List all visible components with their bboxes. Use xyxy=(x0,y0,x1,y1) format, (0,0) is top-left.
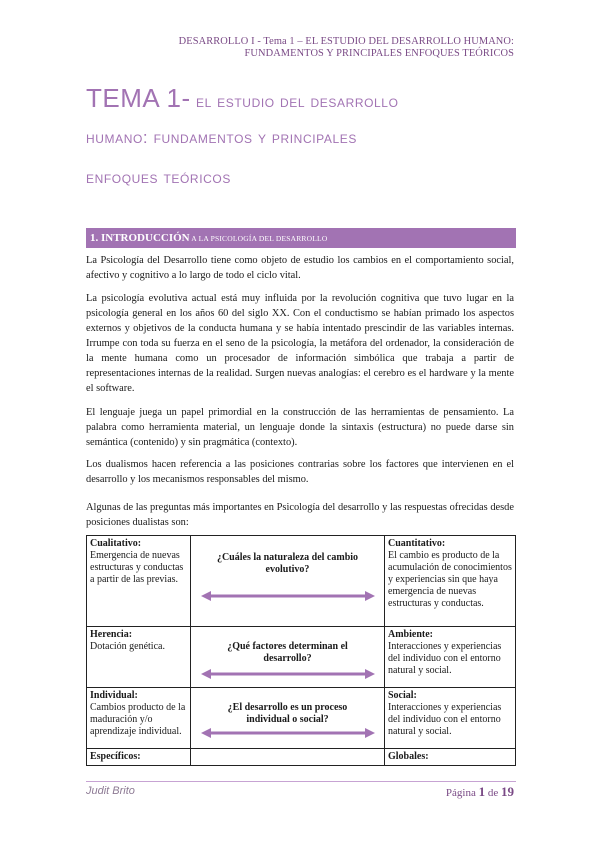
question-cell xyxy=(191,688,385,749)
section-heading: INTRODUCCIÓN xyxy=(101,232,190,244)
title-line-3: enfoques teóricos xyxy=(86,168,231,187)
paragraph-objeto: La Psicología del Desarrollo tiene como objeto de estudio los cambios en el comportamiento social, afectivo y cognitivo a lo largo de todo el ciclo vital. xyxy=(86,255,514,281)
question-text: ¿Qué factores determinan el desarrollo? xyxy=(227,641,348,664)
right-cell-head: Ambiente: xyxy=(388,629,433,640)
dualisms-table xyxy=(86,535,516,766)
footer-page-number xyxy=(446,784,514,800)
page-title xyxy=(86,78,526,198)
double-arrow-icon xyxy=(201,728,375,738)
right-cell-head: Cuantitativo: xyxy=(388,538,446,549)
right-cell-head: Globales: xyxy=(388,751,429,762)
page-label: Página xyxy=(445,787,479,799)
footer-divider xyxy=(86,781,516,782)
right-cell-body: Interacciones y experiencias del individuo con el entorno natural y social. xyxy=(388,702,502,737)
left-cell-body: Cambios producto de la maduración y/o aprendizaje individual. xyxy=(90,702,186,737)
title-line-1 xyxy=(86,78,526,118)
running-header-line-2: FUNDAMENTOS Y PRINCIPALES ENFOQUES TEÓRICOS xyxy=(244,48,514,59)
table-row xyxy=(87,688,516,749)
left-cell-head: Cualitativo: xyxy=(90,538,142,549)
question-cell xyxy=(191,536,385,627)
title-subject: el estudio del desarrollo xyxy=(190,92,399,111)
double-arrow-icon xyxy=(201,591,375,601)
paragraph-preguntas: Algunas de las preguntas más importantes en Psicología del desarrollo y las respuestas ofrecidas desde posiciones dualistas son: xyxy=(86,502,514,528)
right-cell xyxy=(385,688,516,749)
right-cell xyxy=(385,627,516,688)
left-cell-body: Dotación genética. xyxy=(90,641,165,652)
left-cell-body: Emergencia de nuevas estructuras y conductas a partir de las previas. xyxy=(90,550,184,585)
table-row xyxy=(87,536,516,627)
left-cell-head: Herencia: xyxy=(90,629,133,640)
paragraph-revolucion-cognitiva: La psicología evolutiva actual está muy influida por la revolución cognitiva que tuvo lugar en la psicología general en los años 60 del siglo XX. Con el conductismo se habían primado los aspectos externos y objetivos de la conducta humana y se había intentado prescindir de las variables internas. Irrumpe con toda su fuerza en el seno de la psicología, la metáfora del ordenador, la consideración de la mente humana como un procesador de información simbólica que trabaja a partir de representaciones internas de la realidad. Surgen nuevas analogías: el cerebro es el hardware y la mente el software. xyxy=(86,293,514,394)
section-subheading: A LA PSICOLOGÍA DEL DESARROLLO xyxy=(189,234,328,243)
paragraph-dualismos: Los dualismos hacen referencia a las posiciones contrarias sobre los factores que intervienen en el desarrollo y los mecanismos responsables del mismo. xyxy=(86,459,514,485)
right-cell xyxy=(385,536,516,627)
section-number: 1. xyxy=(90,232,99,244)
left-cell xyxy=(87,536,191,627)
question-text: ¿Cuáles la naturaleza del cambio evolutivo? xyxy=(216,552,359,575)
section-heading-bar xyxy=(86,228,516,248)
title-line-2: humano: fundamentos y principales xyxy=(86,128,357,147)
of-label: de xyxy=(485,787,501,799)
right-cell-head: Social: xyxy=(388,690,417,701)
double-arrow-icon xyxy=(201,669,375,679)
question-cell xyxy=(191,749,385,766)
title-tema: TEMA 1- xyxy=(86,83,191,113)
left-cell-head: Individual: xyxy=(90,690,138,701)
left-cell xyxy=(87,688,191,749)
question-text: ¿El desarrollo es un proceso individual o social? xyxy=(227,702,348,725)
current-page: 1 xyxy=(478,784,486,799)
table-row xyxy=(87,749,516,766)
paragraph-lenguaje: El lenguaje juega un papel primordial en la construcción de las herramientas de pensamiento. La palabra como herramienta material, un lenguaje donde la sintaxis (estructura) no puede darse sin semántica (contenido) y sin pragmática (contexto). xyxy=(86,407,514,448)
left-cell-head: Específicos: xyxy=(90,751,141,762)
left-cell xyxy=(87,749,191,766)
table-row xyxy=(87,627,516,688)
running-header xyxy=(134,36,514,60)
left-cell xyxy=(87,627,191,688)
right-cell-body: Interacciones y experiencias del individuo con el entorno natural y social. xyxy=(388,641,502,676)
right-cell-body: El cambio es producto de la acumulación de conocimientos y experiencias sin que haya emergencia de nuevas estructuras y conductas. xyxy=(388,550,512,609)
running-header-line-1: DESARROLLO I - Tema 1 – EL ESTUDIO DEL DESARROLLO HUMANO: xyxy=(178,36,514,47)
total-pages: 19 xyxy=(501,784,514,799)
footer-author: Judit Brito xyxy=(86,785,135,797)
right-cell xyxy=(385,749,516,766)
question-cell xyxy=(191,627,385,688)
